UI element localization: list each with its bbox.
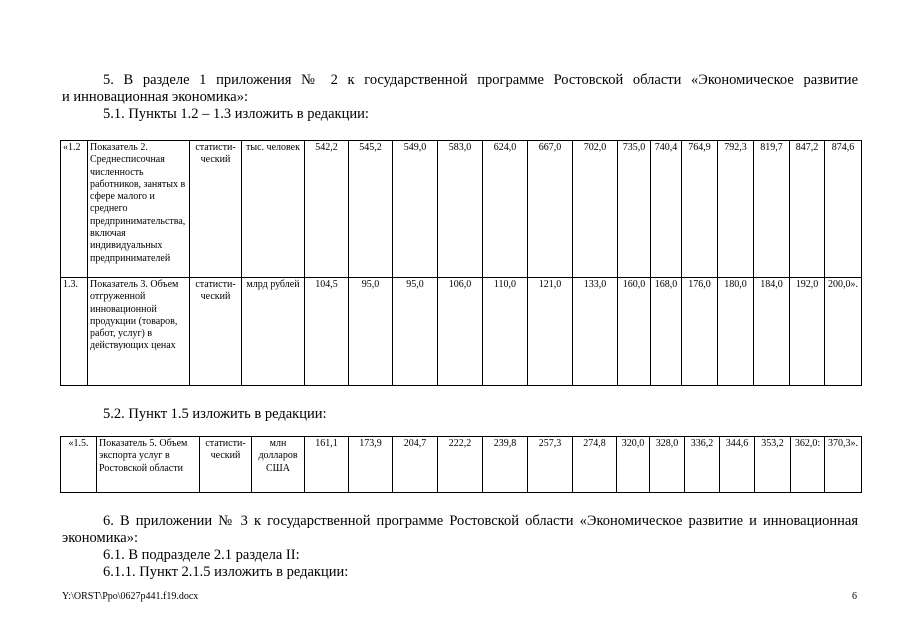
value-cell: 110,0 [483, 278, 528, 386]
value-cell: 847,2 [790, 141, 825, 278]
indicator-type: статисти-ческий [190, 278, 242, 386]
value-cell: 735,0 [618, 141, 651, 278]
paragraph-5-2: 5.2. Пункт 1.5 изложить в редакции: [103, 406, 327, 422]
footer-file-path: Y:\ORST\Ppo\0627p441.f19.docx [62, 591, 199, 602]
value-cell: 222,2 [438, 437, 483, 493]
paragraph-6-1: 6.1. В подразделе 2.1 раздела II: [103, 547, 300, 563]
value-cell: 328,0 [650, 437, 685, 493]
row-number: 1.3. [61, 278, 88, 386]
value-cell: 133,0 [573, 278, 618, 386]
value-cell: 320,0 [617, 437, 650, 493]
paragraph-6-line-2: экономика»: [62, 530, 138, 546]
value-cell: 370,3». [825, 437, 862, 493]
value-cell: 173,9 [349, 437, 393, 493]
row-number: «1.2 [61, 141, 88, 278]
value-cell: 274,8 [573, 437, 617, 493]
value-cell: 819,7 [754, 141, 790, 278]
value-cell: 874,6 [825, 141, 862, 278]
value-cell: 583,0 [438, 141, 483, 278]
value-cell: 95,0 [393, 278, 438, 386]
value-cell: 104,5 [305, 278, 349, 386]
value-cell: 353,2 [755, 437, 791, 493]
indicator-unit: млрд рублей [242, 278, 305, 386]
table-row [61, 278, 862, 386]
value-cell: 168,0 [651, 278, 682, 386]
indicator-unit: тыс. человек [242, 141, 305, 278]
paragraph-5-line-1: 5. В разделе 1 приложения № 2 к государственной программе Ростовской области «Экономическое развитие [103, 72, 858, 88]
table-row [61, 141, 862, 278]
value-cell: 200,0». [825, 278, 862, 386]
value-cell: 344,6 [720, 437, 755, 493]
value-cell: 549,0 [393, 141, 438, 278]
indicator-unit: млн долларов США [252, 437, 305, 493]
value-cell: 176,0 [682, 278, 718, 386]
value-cell: 95,0 [349, 278, 393, 386]
indicators-table-1 [60, 140, 862, 386]
indicator-type: статисти-ческий [200, 437, 252, 493]
value-cell: 740,4 [651, 141, 682, 278]
table-row [61, 437, 862, 493]
value-cell: 257,3 [528, 437, 573, 493]
value-cell: 545,2 [349, 141, 393, 278]
value-cell: 161,1 [305, 437, 349, 493]
value-cell: 180,0 [718, 278, 754, 386]
indicator-name: Показатель 5. Объем экспорта услуг в Ростовской области [97, 437, 200, 493]
value-cell: 667,0 [528, 141, 573, 278]
page-number: 6 [852, 591, 857, 602]
indicator-name: Показатель 2. Среднесписочная численность работников, занятых в сфере малого и среднего предпринимательства, включая индивидуальных предпринимателей [88, 141, 190, 278]
value-cell: 192,0 [790, 278, 825, 386]
value-cell: 204,7 [393, 437, 438, 493]
indicator-name: Показатель 3. Объем отгруженной инновационной продукции (товаров, работ, услуг) в действующих ценах [88, 278, 190, 386]
value-cell: 239,8 [483, 437, 528, 493]
paragraph-6-1-1: 6.1.1. Пункт 2.1.5 изложить в редакции: [103, 564, 349, 580]
paragraph-5-line-2: и инновационная экономика»: [62, 89, 249, 105]
value-cell: 792,3 [718, 141, 754, 278]
value-cell: 106,0 [438, 278, 483, 386]
value-cell: 542,2 [305, 141, 349, 278]
indicators-table-2 [60, 436, 862, 493]
value-cell: 184,0 [754, 278, 790, 386]
value-cell: 624,0 [483, 141, 528, 278]
value-cell: 362,0: [791, 437, 825, 493]
value-cell: 702,0 [573, 141, 618, 278]
paragraph-5-1: 5.1. Пункты 1.2 – 1.3 изложить в редакции: [103, 106, 369, 122]
value-cell: 336,2 [685, 437, 720, 493]
value-cell: 160,0 [618, 278, 651, 386]
value-cell: 121,0 [528, 278, 573, 386]
paragraph-6-line-1: 6. В приложении № 3 к государственной программе Ростовской области «Экономическое развитие и инновационная [103, 513, 858, 529]
row-number: «1.5. [61, 437, 97, 493]
indicator-type: статисти-ческий [190, 141, 242, 278]
value-cell: 764,9 [682, 141, 718, 278]
